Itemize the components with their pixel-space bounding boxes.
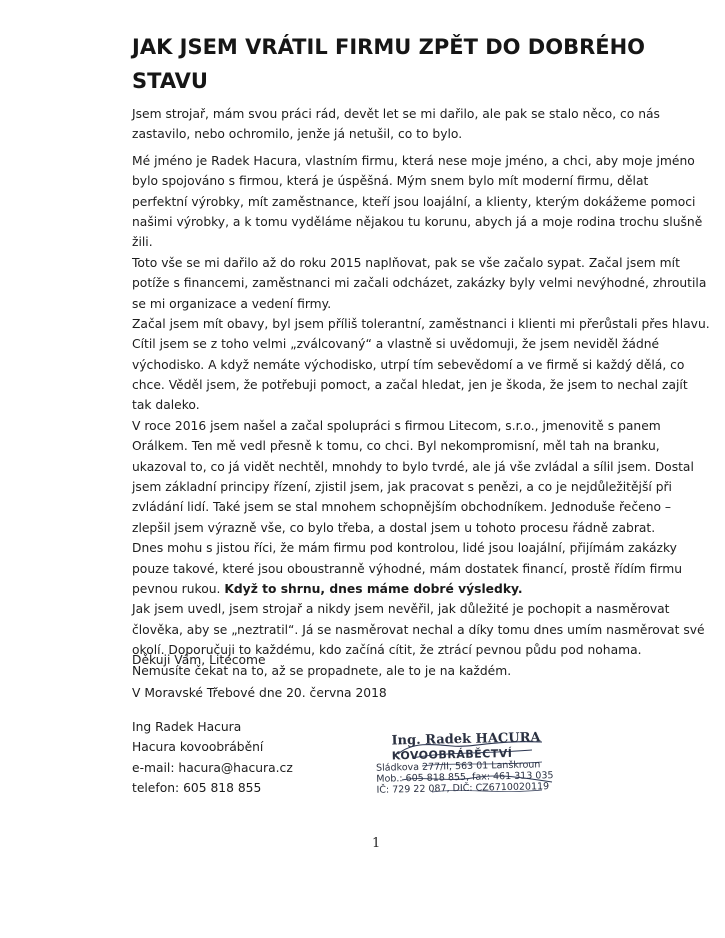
body-line: východisko. A když nemáte východisko, utrpí tím sebevědomí a ve firmě si každý dělá, co <box>132 357 685 372</box>
stamp-name: Ing. Radek HACURA <box>391 730 541 749</box>
body-line: jsem základní principy řízení, zjistil jsem, jak pracovat s penězi, a co je nejdůležitější při <box>132 480 672 495</box>
page-number: 1 <box>372 836 381 851</box>
body-line: Nemusíte čekat na to, až se propadnete, ale to je na každém. <box>132 663 512 678</box>
body-line: zvládání lidí. Také jsem se stal mnohem schopnějším obchodníkem. Jednoduše řečeno – <box>132 500 672 515</box>
body-line: okolí. Doporučuji to každému, kdo začíná cítit, že ztrácí pevnou půdu pod nohama. <box>132 643 642 658</box>
signoff-email: e-mail: hacura@hacura.cz <box>132 760 293 775</box>
body-line: Toto vše se mi dařilo až do roku 2015 naplňovat, pak se vše začalo sypat. Začal jsem mít <box>132 255 680 270</box>
stamp-ids: IČ: 729 22 087, DIČ: CZ6710020119 <box>376 781 550 796</box>
body-line: V roce 2016 jsem našel a začal spolupráci s firmou Litecom, s.r.o., jmenovitě s panem <box>132 418 661 433</box>
bold-summary: Když to shrnu, dnes máme dobré výsledky. <box>224 581 523 596</box>
place-date-line: V Moravské Třebové dne 20. června 2018 <box>132 686 387 701</box>
body-line: žili. <box>132 235 153 250</box>
body-line: Cítil jsem se z toho velmi „zválcovaný“ a vlastně si uvědomuji, že jsem neviděl žádné <box>132 337 660 352</box>
body-line: Orálkem. Ten mě vedl přesně k tomu, co chci. Byl nekompromisní, měl tah na branku, <box>132 439 660 454</box>
body-line: ukazoval to, co já vidět nechtěl, mnohdy to bylo tvrdé, ale já vše zvládal a sílil jsem. Dostal <box>132 459 694 474</box>
company-stamp <box>375 730 554 796</box>
stamp-address: Sládkova 277/II, 563 01 Lanškroun <box>375 759 541 774</box>
document-title <box>132 30 652 98</box>
body-line-with-summary <box>132 579 652 599</box>
body-line: pevnou rukou. <box>132 581 225 596</box>
body-line: Mé jméno je Radek Hacura, vlastním firmu, která nese moje jméno, a chci, aby moje jméno <box>132 153 695 168</box>
body-line: Začal jsem mít obavy, byl jsem příliš tolerantní, zaměstnanci i klienti mi přerůstali přes hlavu. <box>132 316 710 331</box>
body-line: se mi organizace a vedení firmy. <box>132 296 332 311</box>
body-line: Jak jsem uvedl, jsem strojař a nikdy jsem nevěřil, jak důležité je pochopit a nasměrovat <box>132 602 670 617</box>
body-line: člověka, aby se „neztratil“. Já se nasměrovat nechal a díky tomu dnes umím nasměrovat své <box>132 622 705 637</box>
body-line: Jsem strojař, mám svou práci rád, devět let se mi dařilo, ale pak se stalo něco, co nás <box>132 107 660 121</box>
body-line: pouze takové, které jsou oboustranně výhodné, mám dostatek financí, prostě řídím firmu <box>132 561 683 576</box>
stamp-company: KOVOOBRÁBĚCTVÍ <box>391 746 513 763</box>
body-line: zastavilo, nebo ochromilo, jenže já netušil, co to bylo. <box>132 127 463 142</box>
signoff-name: Ing Radek Hacura <box>132 719 242 734</box>
stamp-phone: Mob.: 605 818 855, fax: 461 313 035 <box>376 770 554 785</box>
signoff-company: Hacura kovoobrábění <box>132 740 264 755</box>
title-line-2: STAVU <box>132 69 208 93</box>
signoff-phone: telefon: 605 818 855 <box>132 780 262 795</box>
body-line: perfektní výrobky, mít zaměstnance, kteří jsou loajální, a klienty, kterým dokážeme pomoci <box>132 194 696 209</box>
title-line-1: JAK JSEM VRÁTIL FIRMU ZPĚT DO DOBRÉHO <box>132 35 646 59</box>
body-line: zlepšil jsem výrazně vše, co bylo třeba, a dostal jsem u tohoto procesu řádně zabrat. <box>132 520 656 535</box>
thanks-line: Děkuji Vám, Litecome <box>132 653 266 667</box>
body-line: chce. Věděl jsem, že potřebuji pomoct, a začal hledat, jen je škoda, že jsem to nechal zajít <box>132 378 688 393</box>
letter-body <box>132 104 710 681</box>
body-line: Dnes mohu s jistou říci, že mám firmu pod kontrolou, lidé jsou loajální, přijímám zakázky <box>132 541 677 556</box>
body-line: potíže s financemi, zaměstnanci mi začali odcházet, zakázky byly velmi nevýhodné, zhroutila <box>132 276 707 291</box>
body-line: tak daleko. <box>132 398 200 413</box>
body-line: našimi výrobky, a k tomu vyděláme nějakou tu korunu, abych já a moje rodina trochu slušně <box>132 214 703 229</box>
body-line: bylo spojováno s firmou, která je úspěšná. Mým snem bylo mít moderní firmu, dělat <box>132 174 649 189</box>
